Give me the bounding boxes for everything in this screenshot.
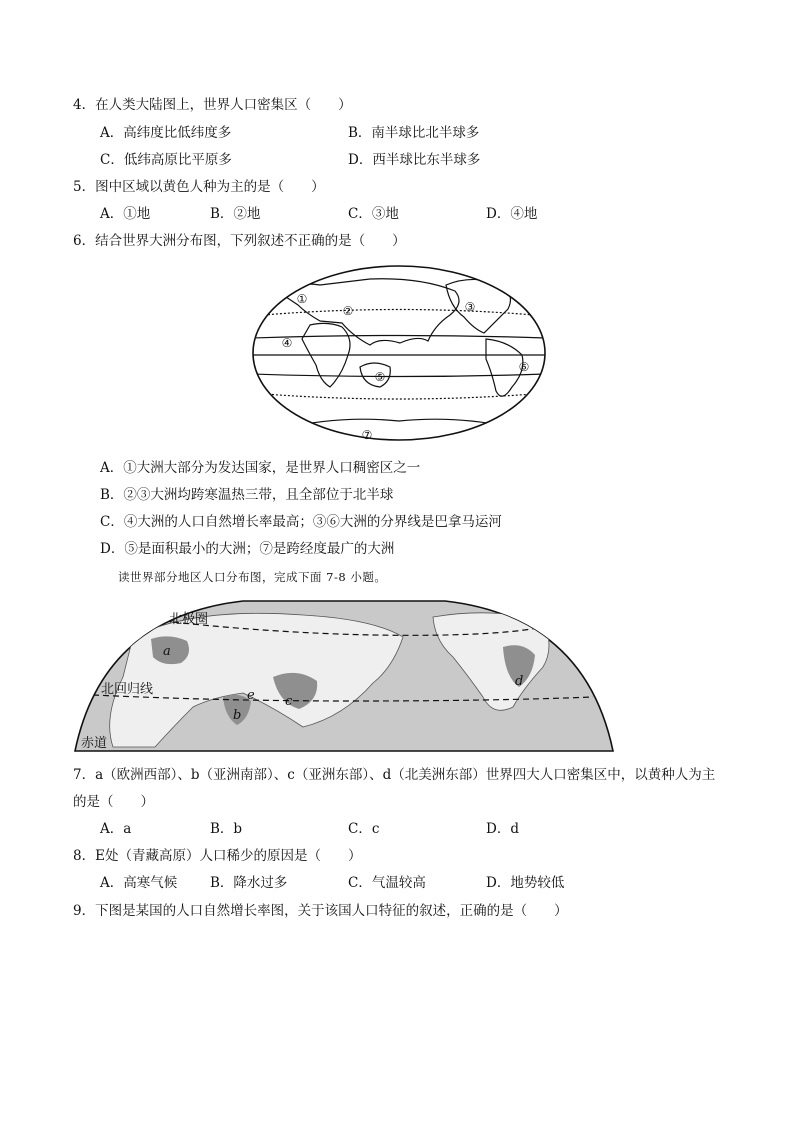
- q7-option-c: C．c: [348, 821, 380, 837]
- label-equator: 赤道: [81, 736, 108, 751]
- q4-option-b: B．南半球比北半球多: [348, 125, 480, 141]
- q8-option-d: D．地势较低: [486, 875, 565, 891]
- q6-option-b: B．②③大洲均跨寒温热三带，且全部位于北半球: [100, 487, 394, 503]
- q8-option-c: C．气温较高: [348, 875, 426, 891]
- q5-option-b: B．②地: [210, 206, 261, 222]
- world-continents-map: [250, 263, 548, 443]
- q6-option-d: D．⑤是面积最小的大洲；⑦是跨经度最广的大洲: [100, 541, 395, 557]
- q7-stem-line1: 7．a（欧洲西部）、b（亚洲南部）、c（亚洲东部）、d（北美洲东部）世界四大人口密集区中，以黄种人为主: [73, 767, 716, 783]
- q5-option-d: D．④地: [486, 206, 538, 222]
- map-label-3: ③: [464, 300, 476, 314]
- label-b: b: [233, 708, 242, 723]
- q8-option-b: B．降水过多: [210, 875, 288, 891]
- population-map-svg: [73, 597, 615, 753]
- map-label-5: ⑤: [374, 370, 386, 384]
- label-arctic-circle: 北极圈: [169, 612, 209, 627]
- q7-option-b: B．b: [210, 821, 243, 837]
- q8-option-a: A．高寒气候: [100, 875, 178, 891]
- label-d: d: [515, 674, 524, 689]
- label-tropic-cancer: 北回归线: [101, 682, 154, 697]
- map-label-7: ⑦: [361, 428, 373, 442]
- q5-option-c: C．③地: [348, 206, 399, 222]
- q5-stem: 5．图中区域以黄色人种为主的是（ ）: [73, 179, 325, 195]
- q6-option-a: A．①大洲大部分为发达国家，是世界人口稠密区之一: [100, 460, 421, 476]
- map-label-2: ②: [342, 304, 354, 318]
- q5-option-a: A．①地: [100, 206, 151, 222]
- q7-option-d: D．d: [486, 821, 519, 837]
- q9-stem: 9．下图是某国的人口自然增长率图，关于该国人口特征的叙述，正确的是（ ）: [73, 903, 568, 919]
- intro-7-8: 读世界部分地区人口分布图，完成下面 7-8 小题。: [118, 570, 387, 584]
- q6-option-c: C．④大洲的人口自然增长率最高；③⑥大洲的分界线是巴拿马运河: [100, 514, 502, 530]
- q4-option-a: A．高纬度比低纬度多: [100, 125, 232, 141]
- label-c: c: [285, 694, 293, 709]
- map-label-1: ①: [296, 292, 308, 306]
- label-a: a: [163, 644, 171, 659]
- q4-stem: 4．在人类大陆图上，世界人口密集区（ ）: [73, 97, 352, 113]
- map-label-4: ④: [281, 336, 293, 350]
- q7-stem-line2: 的是（ ）: [73, 794, 154, 810]
- q4-option-d: D．西半球比东半球多: [348, 152, 481, 168]
- q7-option-a: A．a: [100, 821, 132, 837]
- q8-stem: 8．E处（青藏高原）人口稀少的原因是（ ）: [73, 848, 362, 864]
- map-label-6: ⑥: [518, 360, 530, 374]
- q6-stem: 6．结合世界大洲分布图，下列叙述不正确的是（ ）: [73, 233, 406, 249]
- world-continents-map-svg: [250, 263, 548, 443]
- population-distribution-map: [73, 597, 615, 753]
- label-e: e: [247, 688, 255, 703]
- q4-option-c: C．低纬高原比平原多: [100, 152, 232, 168]
